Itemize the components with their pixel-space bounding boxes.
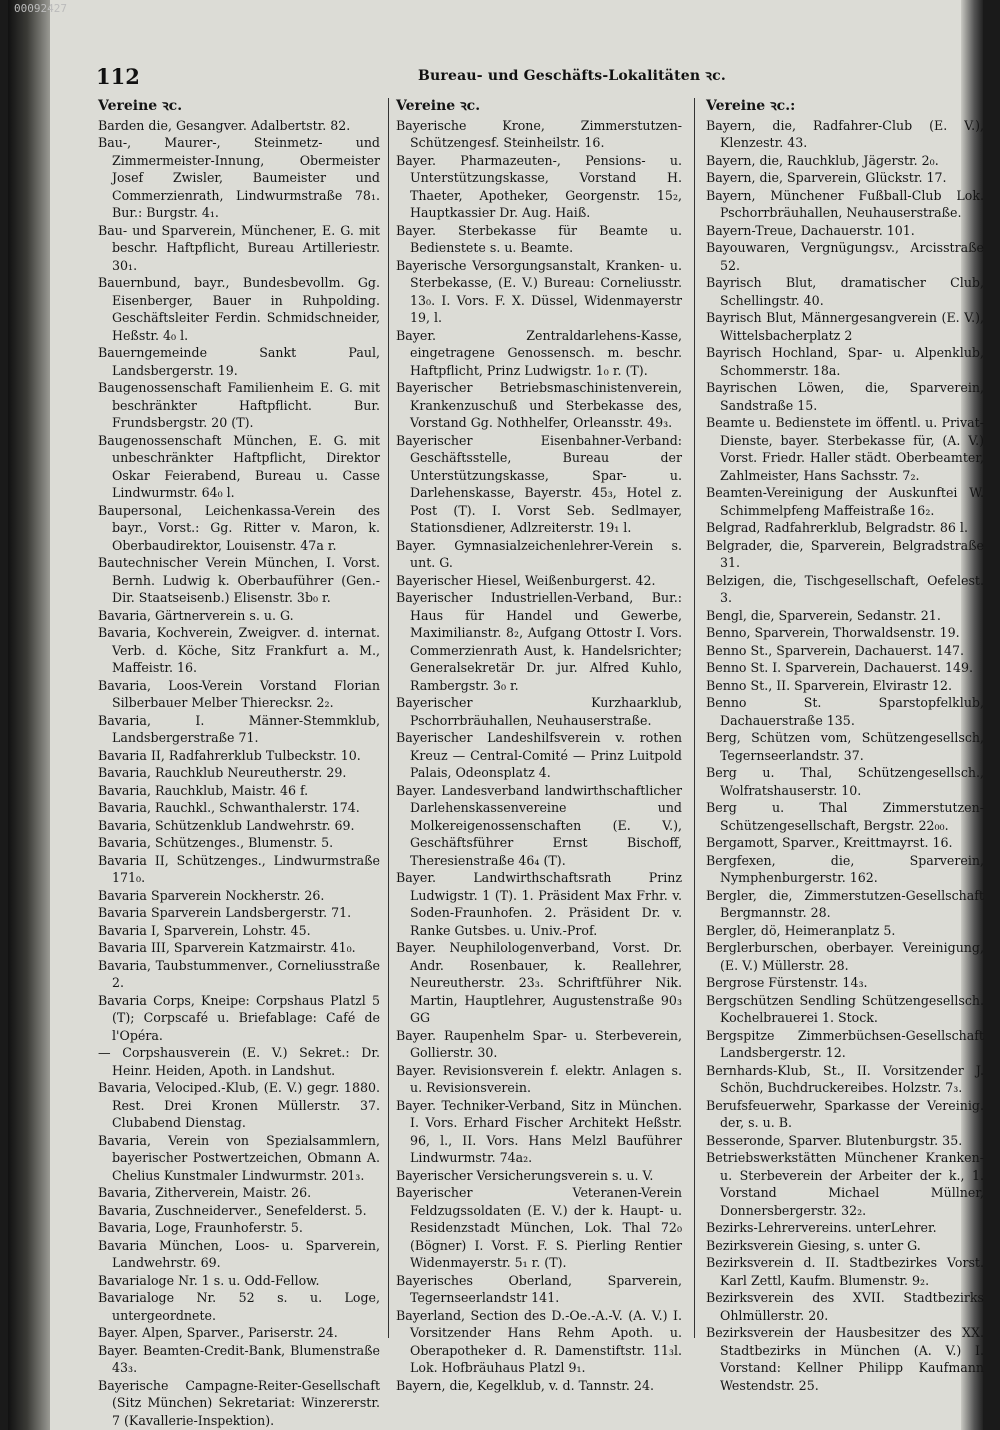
directory-entry: Bergschützen Sendling Schützengesellsch. Kochelbrauerei 1. Stock. bbox=[706, 992, 984, 1025]
directory-entry: Bavaria, Loge, Fraunhoferstr. 5. bbox=[98, 1220, 303, 1235]
directory-entry: Bayerische Campagne-Reiter-Gesellschaft (Sitz München) Sekretariat: Winzererstr. 7 (Kavallerie-Inspektion). bbox=[98, 1377, 380, 1428]
directory-entry: Beamten-Vereinigung der Auskunftei W. Schimmelpfeng Maffeistraße 16₂. bbox=[706, 485, 984, 518]
directory-entry: Bavaria II, Radfahrerklub Tulbeckstr. 10. bbox=[98, 747, 361, 763]
directory-entry: Bau-, Maurer-, Steinmetz- und Zimmermeister-Innung, Obermeister Josef Zwisler, Baumeister und Commerzienrath, Lindwurmstraße 78₁. Bur.: Burgstr. 4₁. bbox=[98, 135, 380, 220]
directory-entry: Bergrose Fürstenstr. 14₃. bbox=[706, 975, 868, 990]
directory-entry: Bayerische Versorgungsanstalt, Kranken- u. Sterbekasse, (E. V.) Bureau: Corneliusstr. 13₀. I. Vors. F. X. Düssel, Widenmayerstr 19, l. bbox=[396, 257, 682, 325]
directory-entry: Bavaria, Loos-Verein Vorstand Florian Silberbauer Melber Thierecksr. 2₂. bbox=[98, 677, 380, 710]
directory-entry: Benno St. I. Sparverein, Dachauerst. 149. bbox=[706, 660, 974, 675]
directory-entry: Bayern, Münchener Fußball-Club Lok. Pschorrbräuhallen, Neuhauserstraße. bbox=[706, 187, 984, 220]
directory-entry: Bayerischer Landeshilfsverein v. rothen Kreuz — Central-Comité — Prinz Luitpold Palais, Odeonsplatz 4. bbox=[396, 730, 682, 780]
directory-entry: Bayer. Landesverband landwirthschaftlicher Darlehenskassenvereine und Molkereigenossenschaften (E. V.), Geschäftsführer Ernst Bischoff, Theresienstraße 46₄ (T). bbox=[396, 782, 682, 868]
column-divider bbox=[694, 98, 695, 1338]
directory-entry: Benno St., II. Sparverein, Elvirastr 12. bbox=[706, 677, 953, 693]
page-gutter bbox=[8, 0, 50, 1430]
directory-entry: Bavaria, Velociped.-Klub, (E. V.) gegr. 1880. Rest. Drei Kronen Müllerstr. 37. Clubabend Dienstag. bbox=[98, 1080, 380, 1130]
directory-entry: Bavarialoge Nr. 52 s. u. Loge, untergeordnete. bbox=[98, 1290, 380, 1323]
directory-entry: Barden die, Gesangver. Adalbertstr. 82. bbox=[98, 117, 351, 133]
directory-entry: Bayerischer Versicherungsverein s. u. V. bbox=[396, 1167, 654, 1183]
directory-entry: Bavaria, Taubstummenver., Corneliusstraße 2. bbox=[98, 957, 380, 990]
book-page bbox=[8, 0, 983, 1430]
directory-entry: Bavaria Corps, Kneipe: Corpshaus Platzl 5 (T); Corpscafé u. Briefablage: Café de l'Opéra. bbox=[98, 992, 380, 1043]
directory-entry: Bayerischer Veteranen-Verein Feldzugssoldaten (E. V.) der k. Haupt- u. Residenzstadt München, Lok. Thal 72₀ (Bögner) I. Vorst. F. S. Pierling Rentier Widenmayerstr. 5₁ r. (T). bbox=[396, 1185, 682, 1270]
directory-entry: Bergfexen, die, Sparverein, Nymphenburgerstr. 162. bbox=[706, 852, 984, 885]
directory-entry: Bavaria, I. Männer-Stemmklub, Landsbergerstraße 71. bbox=[98, 712, 380, 745]
directory-entry: Berg, Schützen vom, Schützengesellsch, Tegernseerlandstr. 37. bbox=[706, 730, 984, 763]
column-heading: Vereine ꝛc.: bbox=[706, 98, 796, 114]
directory-entry: Bayer. Techniker-Verband, Sitz in München. I. Vors. Erhard Fischer Architekt Heßstr. 96, l., II. Vors. Hans Melzl Bauführer Lindwurmstr. 74a₂. bbox=[396, 1097, 682, 1165]
directory-entry: Bauernbund, bayr., Bundesbevollm. Gg. Eisenberger, Bauer in Ruhpolding. Geschäftsleiter Ferdin. Schmidschneider, Heßstr. 4₀ l. bbox=[98, 275, 380, 343]
directory-entry: Berufsfeuerwehr, Sparkasse der Vereinig. der, s. u. B. bbox=[706, 1097, 984, 1130]
directory-entry: Bavaria, Kochverein, Zweigver. d. internat. Verb. d. Köche, Sitz Frankfurt a. M., Maffeistr. 16. bbox=[98, 625, 380, 675]
directory-entry: Bayern, die, Kegelklub, v. d. Tannstr. 24. bbox=[396, 1377, 654, 1393]
directory-entry: Bayer. Sterbekasse für Beamte u. Bedienstete s. u. Beamte. bbox=[396, 222, 682, 255]
directory-entry: Bayerischer Kurzhaarklub, Pschorrbräuhallen, Neuhauserstraße. bbox=[396, 695, 682, 728]
column-1 bbox=[98, 98, 380, 1428]
directory-entry: Bezirksverein der Hausbesitzer des XX. Stadtbezirks in München (A. V.) I. Vorstand: Kellner Philipp Kaufmann Westendstr. 25. bbox=[706, 1325, 984, 1393]
directory-entry: Bayerischer Betriebsmaschinistenverein, Krankenzuschuß und Sterbekasse des, Vorstand Gg. Nothhelfer, Orleansstr. 49₃. bbox=[396, 380, 682, 430]
directory-entry: Bavarialoge Nr. 1 s. u. Odd-Fellow. bbox=[98, 1272, 320, 1288]
directory-entry: Bernhards-Klub, St., II. Vorsitzender J. Schön, Buchdruckereibes. Holzstr. 7₃. bbox=[706, 1062, 984, 1095]
directory-entry: Bayern, die, Rauchklub, Jägerstr. 2₀. bbox=[706, 152, 939, 168]
directory-entry: Bayer. Pharmazeuten-, Pensions- u. Unterstützungskasse, Vorstand H. Thaeter, Apotheker, Georgenstr. 15₂, Hauptkassier Dr. Aug. Haiß. bbox=[396, 152, 682, 220]
page-number: 112 bbox=[96, 64, 140, 89]
directory-entry: Betriebswerkstätten Münchener Kranken- u. Sterbeverein der Arbeiter der k., 1. Vorstand Michael Müllner, Donnersbergerstr. 32₂. bbox=[706, 1150, 984, 1218]
directory-entry: Bavaria, Rauchklub Neureutherstr. 29. bbox=[98, 765, 347, 780]
directory-entry: Belgrad, Radfahrerklub, Belgradstr. 86 l. bbox=[706, 520, 968, 535]
directory-entry: Bavaria München, Loos- u. Sparverein, Landwehrstr. 69. bbox=[98, 1237, 380, 1270]
directory-entry: Bayern-Treue, Dachauerstr. 101. bbox=[706, 222, 915, 238]
directory-entry: Belgrader, die, Sparverein, Belgradstraße 31. bbox=[706, 537, 984, 570]
directory-entry: Bayer. Raupenhelm Spar- u. Sterbeverein, Gollierstr. 30. bbox=[396, 1027, 682, 1060]
directory-entry: Bayer. Beamten-Credit-Bank, Blumenstraße 43₃. bbox=[98, 1342, 380, 1375]
directory-entry: Besseronde, Sparver. Blutenburgstr. 35. bbox=[706, 1132, 963, 1148]
directory-entry: Bezirksverein Giesing, s. unter G. bbox=[706, 1237, 921, 1253]
directory-entry: Bengl, die, Sparverein, Sedanstr. 21. bbox=[706, 607, 941, 623]
directory-entry: Bayerischer Industriellen-Verband, Bur.: Haus für Handel und Gewerbe, Maximilianstr. 8₂, Aufgang Ottostr I. Vors. Commerzienrath Aust, k. Handelsrichter; Generalsekretär Dr. jur. Alfred Kuhlo, Rambergstr. 3₀ r. bbox=[396, 590, 682, 693]
directory-entry: Bayer. Zentraldarlehens-Kasse, eingetragene Genossensch. m. beschr. Haftpflicht, Prinz Ludwigstr. 1₀ r. (T). bbox=[396, 327, 682, 378]
running-head: Bureau- und Geschäfts-Lokalitäten ꝛc. bbox=[418, 68, 726, 84]
directory-entry: Bayer. Alpen, Sparver., Pariserstr. 24. bbox=[98, 1325, 338, 1340]
column-heading: Vereine ꝛc. bbox=[98, 98, 183, 114]
directory-entry: Baugenossenschaft München, E. G. mit unbeschränkter Haftpflicht, Direktor Oskar Feierabend, Bureau u. Casse Lindwurmstr. 64₀ l. bbox=[98, 432, 380, 500]
directory-entry: Bergler, die, Zimmerstutzen-Gesellschaft Bergmannstr. 28. bbox=[706, 887, 984, 920]
directory-entry: Bezirksverein des XVII. Stadtbezirks Ohlmüllerstr. 20. bbox=[706, 1290, 984, 1323]
directory-entry: Bayouwaren, Vergnügungsv., Arcisstraße 52. bbox=[706, 240, 984, 273]
directory-entry: Bayrisch Blut, Männergesangverein (E. V.), Wittelsbacherplatz 2 bbox=[706, 310, 984, 343]
directory-entry: Bayrischen Löwen, die, Sparverein, Sandstraße 15. bbox=[706, 380, 984, 413]
directory-entry: Bavaria Sparverein Nockherstr. 26. bbox=[98, 887, 325, 903]
directory-entry: Bayer. Neuphilologenverband, Vorst. Dr. Andr. Rosenbauer, k. Reallehrer, Neureutherstr. 23₃. Schriftführer Nik. Martin, Hauptlehrer, Augustenstraße 90₃ GG bbox=[396, 940, 682, 1025]
column-divider bbox=[388, 98, 389, 1338]
directory-entry: Bavaria, Schützenklub Landwehrstr. 69. bbox=[98, 817, 355, 833]
directory-entry: — Corpshausverein (E. V.) Sekret.: Dr. Heinr. Heiden, Apoth. in Landshut. bbox=[98, 1045, 380, 1078]
directory-entry: Bezirks-Lehrervereins. unterLehrer. bbox=[706, 1220, 937, 1235]
directory-entry: Bauerngemeinde Sankt Paul, Landsbergerstr. 19. bbox=[98, 345, 380, 378]
directory-entry: Bayrisch Blut, dramatischer Club, Schellingstr. 40. bbox=[706, 275, 984, 308]
directory-entry: Beamte u. Bedienstete im öffentl. u. Privat-Dienste, bayer. Sterbekasse für, (A. V.) Vorst. Friedr. Haller städt. Oberbeamter, Zahlmeister, Hans Sachsstr. 7₂. bbox=[706, 415, 984, 483]
directory-entry: Bergspitze Zimmerbüchsen-Gesellschaft Landsbergerstr. 12. bbox=[706, 1027, 984, 1060]
directory-entry: Bau- und Sparverein, Münchener, E. G. mit beschr. Haftpflicht, Bureau Artilleriestr. 30₁. bbox=[98, 222, 380, 273]
directory-entry: Bayer. Gymnasialzeichenlehrer-Verein s. unt. G. bbox=[396, 537, 682, 570]
directory-entry: Bavaria, Zitherverein, Maistr. 26. bbox=[98, 1185, 312, 1200]
directory-entry: Belzigen, die, Tischgesellschaft, Oefelest. 3. bbox=[706, 572, 984, 605]
directory-entry: Bavaria, Schützenges., Blumenstr. 5. bbox=[98, 835, 334, 850]
directory-entry: Bavaria III, Sparverein Katzmairstr. 41₀. bbox=[98, 940, 356, 955]
archive-id: 00092427 bbox=[14, 2, 67, 15]
directory-entry: Bezirksverein d. II. Stadtbezirkes Vorst. Karl Zettl, Kaufm. Blumenstr. 9₂. bbox=[706, 1255, 984, 1288]
directory-entry: Bavaria, Verein von Spezialsammlern, bayerischer Postwertzeichen, Obmann A. Chelius Kunstmaler Lindwurmstr. 201₃. bbox=[98, 1132, 380, 1183]
directory-entry: Bergler, dö, Heimeranplatz 5. bbox=[706, 922, 896, 938]
directory-entry: Bayerischer Eisenbahner-Verband: Geschäftsstelle, Bureau der Unterstützungskasse, Spar- u. Darlehenskasse, Bayerstr. 45₃, Hotel z. Post (T). I. Vorst Seb. Sedlmayer, Stationsdiener, Adlzreiterstr. 19₁ l. bbox=[396, 432, 682, 535]
directory-entry: Bavaria, Zuschneiderver., Senefelderst. 5. bbox=[98, 1202, 367, 1218]
directory-entry: Berg u. Thal, Schützengesellsch., Wolfratshauserstr. 10. bbox=[706, 765, 984, 798]
directory-entry: Bayer. Landwirthschaftsrath Prinz Ludwigstr. 1 (T). 1. Präsident Max Frhr. v. Soden-Fraunhofen. 2. Präsident Dr. v. Ranke Gutsbes. u. Univ.-Prof. bbox=[396, 870, 682, 938]
directory-entry: Bayer. Revisionsverein f. elektr. Anlagen s. u. Revisionsverein. bbox=[396, 1062, 682, 1095]
directory-entry: Bavaria Sparverein Landsbergerstr. 71. bbox=[98, 905, 352, 920]
directory-entry: Benno, Sparverein, Thorwaldsenstr. 19. bbox=[706, 625, 960, 640]
directory-entry: Bergamott, Sparver., Kreittmayrst. 16. bbox=[706, 835, 953, 850]
directory-entry: Bayerischer Hiesel, Weißenburgerst. 42. bbox=[396, 572, 656, 588]
directory-entry: Bayrisch Hochland, Spar- u. Alpenklub, Schommerstr. 18a. bbox=[706, 345, 984, 378]
directory-entry: Bavaria I, Sparverein, Lohstr. 45. bbox=[98, 922, 311, 938]
directory-entry: Bavaria, Gärtnerverein s. u. G. bbox=[98, 607, 294, 623]
directory-entry: Berglerburschen, oberbayer. Vereinigung, (E. V.) Müllerstr. 28. bbox=[706, 940, 984, 973]
directory-entry: Benno St., Sparverein, Dachauerst. 147. bbox=[706, 642, 965, 658]
directory-entry: Bavaria, Rauchklub, Maistr. 46 f. bbox=[98, 782, 309, 798]
directory-entry: Berg u. Thal Zimmerstutzen-Schützengesellschaft, Bergstr. 22₀₀. bbox=[706, 800, 984, 833]
directory-entry: Bavaria, Rauchkl., Schwanthalerstr. 174. bbox=[98, 800, 360, 815]
directory-entry: Bayerische Krone, Zimmerstutzen-Schützengesf. Steinheilstr. 16. bbox=[396, 117, 682, 150]
column-heading: Vereine ꝛc. bbox=[396, 98, 481, 114]
directory-entry: Bayern, die, Radfahrer-Club (E. V.), Klenzestr. 43. bbox=[706, 117, 984, 150]
directory-entry: Bautechnischer Verein München, I. Vorst. Bernh. Ludwig k. Oberbauführer (Gen.-Dir. Staatseisenb.) Elisenstr. 3b₀ r. bbox=[98, 555, 380, 605]
directory-entry: Bayerland, Section des D.-Oe.-A.-V. (A. V.) I. Vorsitzender Hans Rehm Apoth. u. Oberapotheker d. R. Damenstiftstr. 11₃l. Lok. Hofbräuhaus Platzl 9₁. bbox=[396, 1307, 682, 1375]
column-2 bbox=[396, 98, 682, 1393]
column-3 bbox=[706, 98, 984, 1393]
directory-entry: Baupersonal, Leichenkassa-Verein des bayr., Vorst.: Gg. Ritter v. Maron, k. Oberbaudirektor, Louisenstr. 47a r. bbox=[98, 502, 380, 553]
directory-entry: Bavaria II, Schützenges., Lindwurmstraße 171₀. bbox=[98, 852, 380, 885]
directory-entry: Bayerisches Oberland, Sparverein, Tegernseerlandstr 141. bbox=[396, 1272, 682, 1305]
directory-entry: Baugenossenschaft Familienheim E. G. mit beschränkter Haftpflicht. Bur. Frundsbergstr. 20 (T). bbox=[98, 380, 380, 430]
directory-entry: Bayern, die, Sparverein, Glückstr. 17. bbox=[706, 170, 947, 185]
directory-entry: Benno St. Sparstopfelklub, Dachauerstraße 135. bbox=[706, 695, 984, 728]
